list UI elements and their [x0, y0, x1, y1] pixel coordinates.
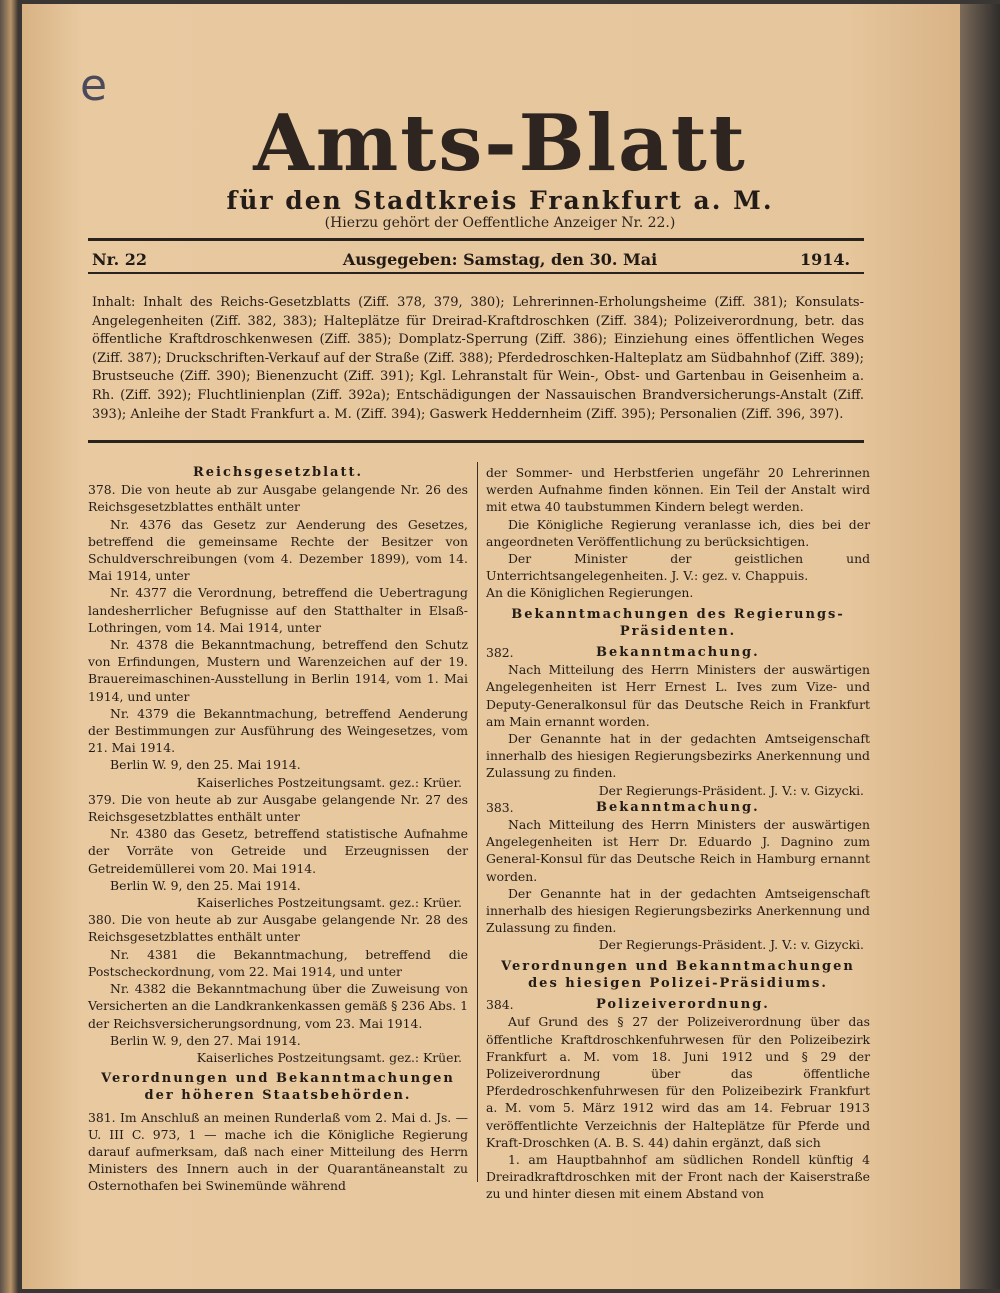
paragraph-378-4376: Nr. 4376 das Gesetz zur Aenderung des Gesetzes, betreffend die gemeinsame Rechte der Besitzer von Schuldverschreibungen (vom 4. Dezember 1899), vom 14. Mai 1914, unter	[88, 516, 468, 584]
issue-number: Nr. 22	[92, 250, 147, 269]
number-383: 383.	[486, 799, 514, 815]
paragraph-381-continued: der Sommer- und Herbstferien ungefähr 20 Lehrerinnen werden Aufnahme finden können. Ein Teil der Anstalt wird mit etwa 40 taubstummen Kindern belegt werden.	[486, 465, 870, 515]
signature-380: Kaiserliches Postzeitungsamt. gez.: Krüer.	[196, 1049, 462, 1065]
paragraph-379-4380: Nr. 4380 das Gesetz, betreffend statistische Aufnahme der Vorräte von Getreide und Erzeugnissen der Getreidemüllerei vom 20. Mai 1914.	[88, 826, 468, 876]
number-384: 384.	[486, 997, 514, 1013]
paragraph-382-b: Der Genannte hat in der gedachten Amtseigenschaft innerhalb des hiesigen Regierungsbezirks Anerkennung und Zulassung zu finden.	[486, 731, 870, 781]
paragraph-380: 380. Die von heute ab zur Ausgabe gelangende Nr. 28 des Reichsgesetzblattes enthält unter	[88, 912, 468, 945]
signature-382: Der Regierungs-Präsident. J. V.: v. Gizycki.	[598, 782, 864, 798]
rule-top	[88, 238, 864, 241]
paragraph-381-b: Die Königliche Regierung veranlasse ich, dies bei der angeordneten Veröffentlichung zu berücksichtigen.	[486, 516, 870, 549]
heading-382: Bekanntmachung.	[596, 645, 760, 661]
paragraph-379: 379. Die von heute ab zur Ausgabe gelangende Nr. 27 des Reichsgesetzblattes enthält unter	[88, 791, 468, 825]
section-382-header	[486, 644, 870, 661]
paragraph-383-a: Nach Mitteilung des Herrn Ministers der auswärtigen Angelegenheiten ist Herr Dr. Eduardo J. Dagnino zum General-Konsul für das Deutsche Reich in Hamburg ernannt worden.	[486, 817, 870, 884]
column-divider	[477, 462, 478, 1182]
dateline-379: Berlin W. 9, den 25. Mai 1914.	[110, 877, 301, 893]
right-column	[486, 464, 870, 1203]
paragraph-378: 378. Die von heute ab zur Ausgabe gelangende Nr. 26 des Reichsgesetzblattes enthält unter	[88, 482, 468, 515]
dateline-380: Berlin W. 9, den 27. Mai 1914.	[110, 1032, 301, 1048]
masthead-title: Amts-Blatt	[253, 98, 747, 189]
rule-issue	[88, 272, 864, 274]
paragraph-382-a: Nach Mitteilung des Herrn Ministers der auswärtigen Angelegenheiten ist Herr Ernest L. Ives zum Vize- und Deputy-Generalkonsul für das Deutsche Reich in Frankfurt am Main ernannt worden.	[486, 662, 870, 729]
signature-378: Kaiserliches Postzeitungsamt. gez.: Krüer.	[196, 774, 462, 790]
paragraph-384: Auf Grund des § 27 der Polizeiverordnung über das öffentliche Kraftdroschkenfuhrwesen für den Polizeibezirk Frankfurt a. M. vom 18. Juni 1912 und § 29 der Polizeiverordnung über das öffentliche Pferdedroschkenfuhrwesen für den Polizeibezirk Frankfurt a. M. vom 5. März 1912 wird das am 14. Februar 1913 veröffentlichte Verzeichnis der Halteplätze für Pferde und Kraft-Droschken (A. B. S. 44) dahin ergänzt, daß sich	[486, 1014, 870, 1150]
dateline-378: Berlin W. 9, den 25. Mai 1914.	[110, 757, 301, 773]
section-384-header	[486, 996, 870, 1013]
number-382: 382.	[486, 645, 514, 661]
masthead-subtitle: für den Stadtkreis Frankfurt a. M.	[226, 186, 774, 215]
paragraph-384-item-1: 1. am Hauptbahnhof am südlichen Rondell künftig 4 Dreiradkraftdroschken mit der Front nach der Kaiserstraße zu und hinter diesen mit einem Abstand von	[486, 1151, 870, 1202]
paragraph-378-4378: Nr. 4378 die Bekanntmachung, betreffend den Schutz von Erfindungen, Mustern und Warenzeichen auf der 19. Brauereimaschinen-Ausstellung in Berlin 1914, vom 1. Mai 1914, und unter	[88, 637, 468, 704]
heading-regierungspraesident: Bekanntmachungen des Regierungs-Präsidenten.	[511, 606, 845, 639]
paragraph-383-b: Der Genannte hat in der gedachten Amtseigenschaft innerhalb des hiesigen Regierungsbezirks Anerkennung und Zulassung zu finden.	[486, 885, 870, 936]
paragraph-380-4381: Nr. 4381 die Bekanntmachung, betreffend die Postscheckordnung, vom 22. Mai 1914, und unter	[88, 946, 468, 979]
paragraph-378-4377: Nr. 4377 die Verordnung, betreffend die Uebertragung landesherrlicher Befugnisse auf den Statthalter in Elsaß-Lothringen, vom 14. Mai 1914, unter	[88, 585, 468, 635]
handwritten-mark: e	[80, 60, 108, 111]
signature-379: Kaiserliches Postzeitungsamt. gez.: Krüer.	[196, 895, 462, 911]
issue-date: Ausgegeben: Samstag, den 30. Mai	[342, 250, 658, 269]
section-383-header	[486, 799, 870, 816]
signature-381: Der Minister der geistlichen und Unterrichtsangelegenheiten. J. V.: gez. v. Chappuis.	[486, 551, 870, 584]
left-column	[88, 464, 468, 1195]
paragraph-378-4379: Nr. 4379 die Bekanntmachung, betreffend Aenderung der Bestimmungen zur Ausführung des Weingesetzes, vom 21. Mai 1914.	[88, 705, 468, 756]
heading-staatsbehoerden: Verordnungen und Bekanntmachungen der höheren Staatsbehörden.	[101, 1071, 455, 1104]
paragraph-381: 381. Im Anschluß an meinen Runderlaß vom 2. Mai d. Js. — U. III C. 973, 1 — mache ich die Königliche Regierung darauf aufmerksam, daß nach einer Mitteilung des Herrn Ministers des Innern auch in der Quarantäneanstalt zu Osternothafen bei Swinemünde während	[88, 1109, 468, 1194]
masthead-note: (Hierzu gehört der Oeffentliche Anzeiger Nr. 22.)	[324, 215, 676, 231]
rule-toc	[88, 440, 864, 443]
heading-reichsgesetzblatt: Reichsgesetzblatt.	[192, 465, 364, 480]
signature-383: Der Regierungs-Präsident. J. V.: v. Gizycki.	[598, 937, 864, 953]
heading-384: Polizeiverordnung.	[596, 997, 770, 1013]
issue-year: 1914.	[800, 250, 851, 269]
addressee-381: An die Königlichen Regierungen.	[486, 585, 694, 601]
heading-polizei-praesidium: Verordnungen und Bekanntmachungen des hiesigen Polizei-Präsidiums.	[501, 958, 855, 991]
heading-383: Bekanntmachung.	[596, 799, 760, 815]
table-of-contents: Inhalt: Inhalt des Reichs-Gesetzblatts (Ziff. 378, 379, 380); Lehrerinnen-Erholungsheime (Ziff. 381); Konsulats-Angelegenheiten (Ziff. 382, 383); Halteplätze für Dreirad-Kraftdroschken (Ziff. 384); Polizeiverordnung, betr. das öffentliche Kraftdroschkenwesen (Ziff. 385); Domplatz-Sperrung (Ziff. 386); Einziehung eines öffentlichen Weges (Ziff. 387); Druckschriften-Verkauf auf der Straße (Ziff. 388); Pferdedroschken-Halteplatz am Südbahnhof (Ziff. 389); Brustseuche (Ziff. 390); Bienenzucht (Ziff. 391); Kgl. Lehranstalt für Wein-, Obst- und Gartenbau in Geisenheim a. Rh. (Ziff. 392); Fluchtlinienplan (Ziff. 392a); Entschädigungen der Nassauischen Brandversicherungs-Anstalt (Ziff. 393); Anleihe der Stadt Frankfurt a. M. (Ziff. 394); Gaswerk Heddernheim (Ziff. 395); Personalien (Ziff. 396, 397).	[92, 295, 864, 422]
paragraph-380-4382: Nr. 4382 die Bekanntmachung über die Zuweisung von Versicherten an die Landkrankenkassen gemäß § 236 Abs. 1 der Reichsversicherungsordnung, vom 23. Mai 1914.	[88, 981, 468, 1031]
